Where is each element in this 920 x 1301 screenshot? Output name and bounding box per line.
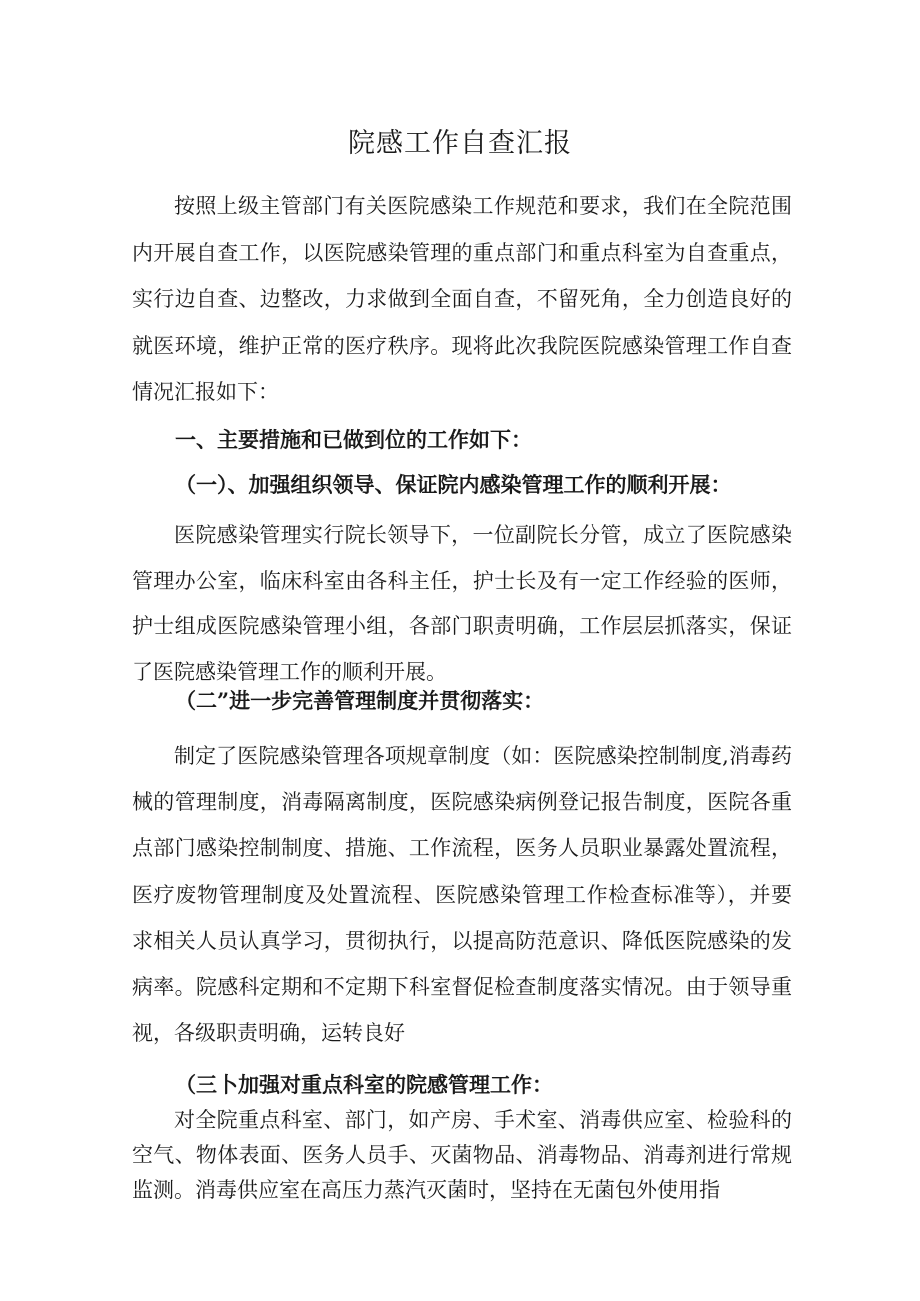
intro-paragraph: 按照上级主管部门有关医院感染工作规范和要求，我们在全院范围内开展自查工作，以医院感染管理的重点部门和重点科室为自查重点，实行边自查、边整改，力求做到全面自查，不留死角，全力创造良好的就医环境，维护正常的医疗秩序。现将此次我院医院感染管理工作自查情况汇报如下： [132,194,792,404]
document-title: 院感工作自查汇报 [348,128,572,159]
subsection-3-heading: （三卜加强对重点科室的院感管理工作： [175,1072,553,1097]
section-1-heading: 一、主要措施和已做到位的工作如下： [175,427,532,452]
subsection-2-heading: （二”进一步完善管理制度并贯彻落实： [175,688,545,713]
subsection-1-paragraph: 医院感染管理实行院长领导下，一位副院长分管，成立了医院感染管理办公室，临床科室由各科主任，护士长及有一定工作经验的医师，护士组成医院感染管理小组，各部门职责明确，工作层层抓落实，保证了医院感染管理工作的顺利开展。 [132,523,792,685]
subsection-3-paragraph: 对全院重点科室、部门，如产房、手术室、消毒供应室、检验科的空气、物体表面、医务人员手、灭菌物品、消毒物品、消毒剂进行常规监测。消毒供应室在高压力蒸汽灭菌时，坚持在无菌包外使用指 [132,1108,792,1202]
subsection-1-heading: （一）、加强组织领导、保证院内感染管理工作的顺利开展： [175,472,732,497]
subsection-2-paragraph: 制定了医院感染管理各项规章制度（如：医院感染控制制度,消毒药械的管理制度，消毒隔离制度，医院感染病例登记报告制度，医院各重点部门感染控制制度、措施、工作流程，医务人员职业暴露处置流程，医疗废物管理制度及处置流程、医院感染管理工作检查标准等），并要求相关人员认真学习，贯彻执行，以提高防范意识、降低医院感染的发病率。院感科定期和不定期下科室督促检查制度落实情况。由于领导重视，各级职责明确，运转良好 [132,744,792,1046]
